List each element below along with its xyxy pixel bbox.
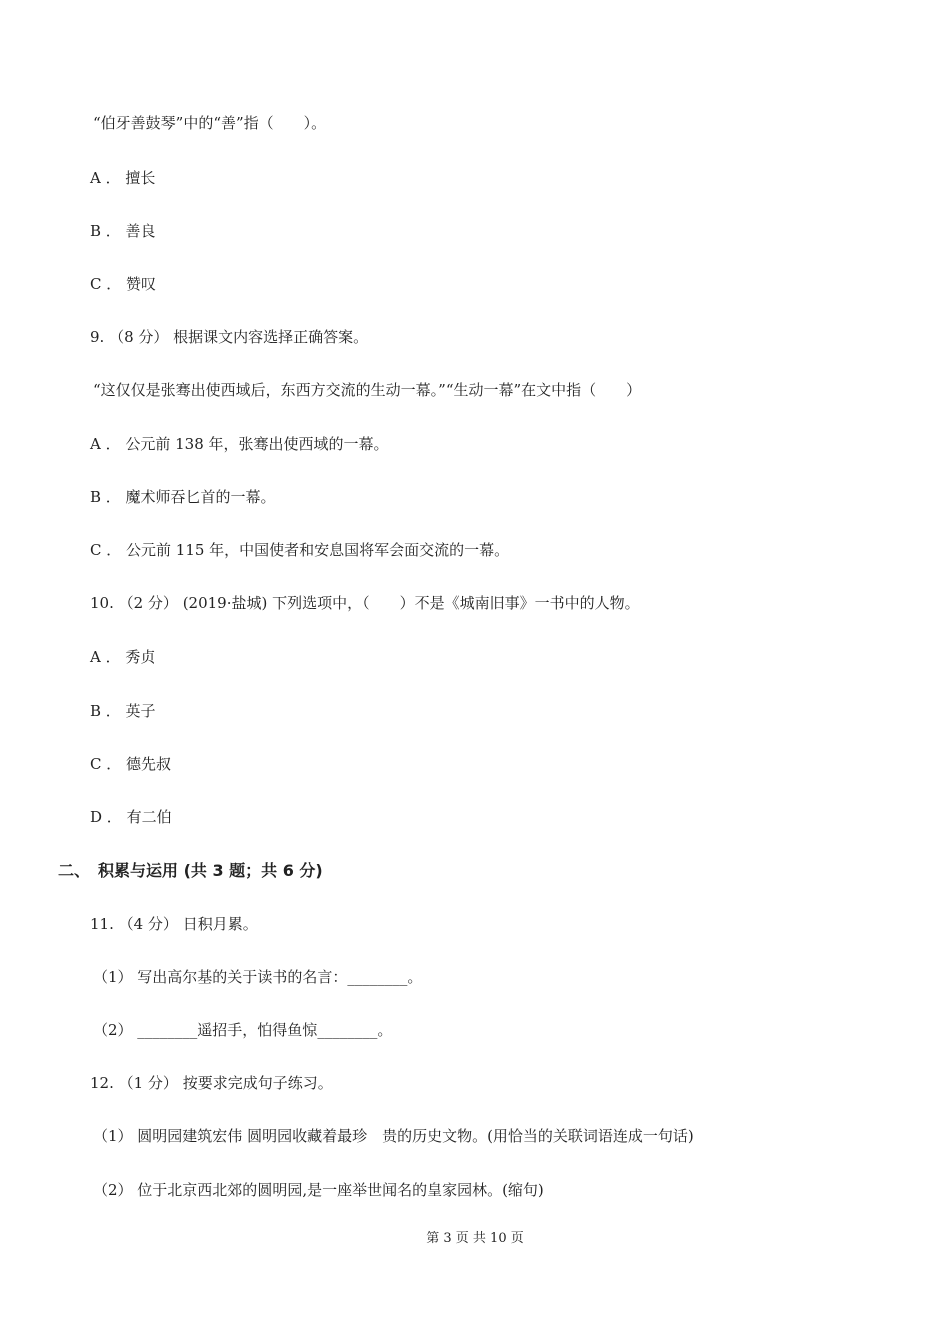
question-9-header: 9. （8 分） 根据课文内容选择正确答案。: [90, 328, 369, 346]
question-8-option-a: A ． 擅长: [90, 169, 156, 187]
page-footer: 第 3 页 共 10 页: [426, 1231, 524, 1246]
question-12-sub-2: （2） 位于北京西北郊的圆明园,是一座举世闻名的皇家园林。(缩句): [93, 1181, 544, 1199]
question-9-stem: “这仅仅是张骞出使西域后，东西方交流的生动一幕。”“生动一幕”在文中指（ ）: [93, 381, 642, 399]
question-11-sub-1: （1） 写出高尔基的关于读书的名言：________。: [93, 968, 423, 986]
question-12-header: 12. （1 分） 按要求完成句子练习。: [90, 1074, 333, 1092]
question-12-sub-1: （1） 圆明园建筑宏伟 圆明园收藏着最珍 贵的历史文物。(用恰当的关联词语连成一句话): [93, 1127, 694, 1145]
question-11-header: 11. （4 分） 日积月累。: [90, 915, 258, 933]
question-8-option-c: C ． 赞叹: [90, 275, 157, 293]
question-11-sub-2: （2） ________遥招手，怕得鱼惊________。: [93, 1021, 393, 1039]
question-10-option-d: D ． 有二伯: [90, 808, 172, 826]
question-10-option-a: A ． 秀贞: [90, 648, 156, 666]
question-9-option-a: A ． 公元前 138 年，张骞出使西域的一幕。: [90, 435, 389, 453]
question-10-option-b: B ． 英子: [90, 702, 156, 720]
question-8-option-b: B ． 善良: [90, 222, 156, 240]
section-heading: 二、 积累与运用 (共 3 题；共 6 分): [58, 861, 323, 880]
question-8-stem: “伯牙善鼓琴”中的“善”指（ ）。: [93, 114, 327, 132]
question-10-header: 10. （2 分） (2019·盐城) 下列选项中，（ ）不是《城南旧事》一书中的人物。: [90, 594, 640, 612]
question-10-option-c: C ． 德先叔: [90, 755, 172, 773]
question-9-option-b: B ． 魔术师吞匕首的一幕。: [90, 488, 276, 506]
question-9-option-c: C ． 公元前 115 年，中国使者和安息国将军会面交流的一幕。: [90, 541, 510, 559]
